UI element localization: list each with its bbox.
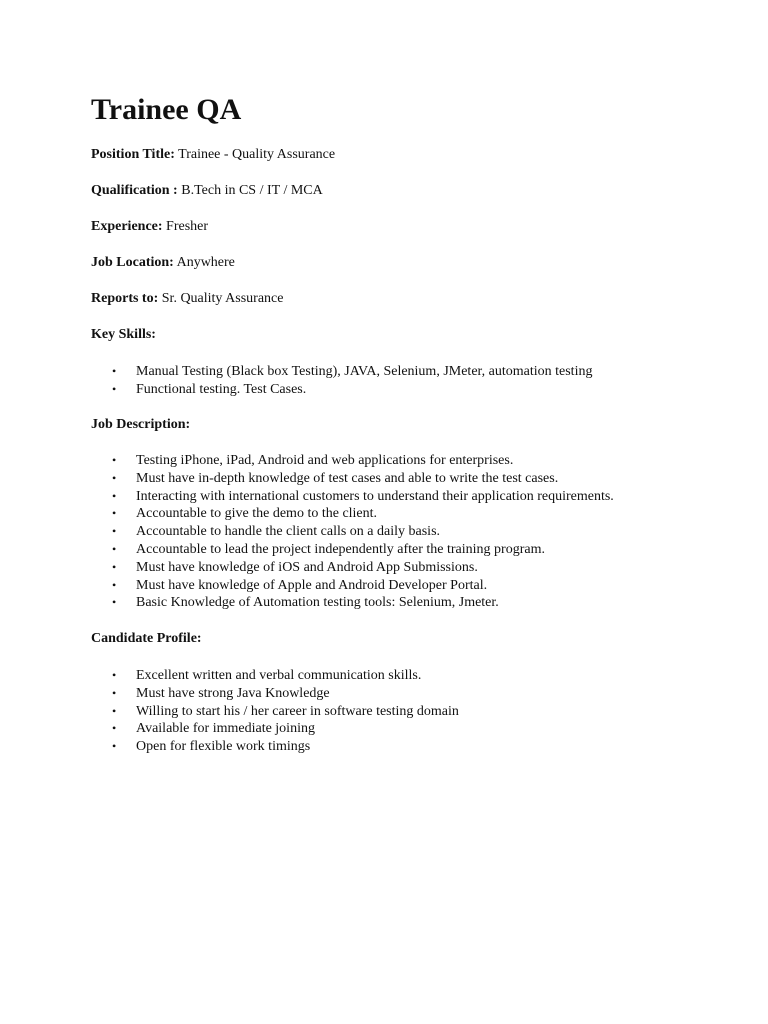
list-item [91, 594, 614, 612]
field-value: Trainee - Quality Assurance [178, 147, 336, 162]
list-item-text: Functional testing. Test Cases. [136, 381, 307, 397]
field-label: Job Location: [91, 255, 174, 270]
list-item [91, 720, 459, 738]
bullet-icon: • [112, 364, 117, 378]
list-item-text: Willing to start his / her career in software testing domain [136, 703, 459, 719]
list-item-text: Must have in-depth knowledge of test cases and able to write the test cases. [136, 470, 559, 486]
list-item-text: Must have knowledge of iOS and Android App Submissions. [136, 559, 478, 575]
bullet-icon: • [112, 721, 117, 736]
field-job-location [91, 254, 235, 272]
list-item-text: Testing iPhone, iPad, Android and web applications for enterprises. [136, 453, 514, 468]
bullet-icon: • [112, 453, 117, 467]
bullet-icon: • [112, 703, 117, 718]
bullet-icon: • [112, 524, 117, 539]
bullet-icon: • [112, 559, 117, 574]
list-item [91, 703, 459, 721]
field-value: Sr. Quality Assurance [161, 291, 284, 306]
list-item-text: Accountable to handle the client calls on a daily basis. [136, 524, 441, 540]
bullet-icon: • [112, 506, 117, 521]
list-item [91, 738, 459, 756]
list-item [91, 505, 614, 523]
list-item [91, 523, 614, 541]
list-item-text: Must have knowledge of Apple and Android Developer Portal. [136, 577, 488, 593]
bullet-icon: • [112, 488, 117, 503]
bullet-icon: • [112, 595, 117, 610]
field-label: Position Title: [91, 147, 175, 162]
page-title: Trainee QA [91, 93, 242, 126]
job-description-list [91, 452, 614, 612]
bullet-icon: • [112, 470, 117, 485]
field-value: B.Tech in CS / IT / MCA [181, 183, 323, 198]
list-item-text: Manual Testing (Black box Testing), JAVA, Selenium, JMeter, automation testing [136, 364, 593, 379]
key-skills-list [91, 363, 592, 399]
key-skills-heading: Key Skills: [91, 327, 156, 342]
field-reports-to [91, 290, 283, 308]
list-item-text: Must have strong Java Knowledge [136, 685, 330, 701]
field-value: Anywhere [176, 255, 235, 270]
bullet-icon: • [112, 541, 117, 556]
bullet-icon: • [112, 685, 117, 700]
bullet-icon: • [112, 577, 117, 592]
list-item-text: Basic Knowledge of Automation testing tools: Selenium, Jmeter. [136, 595, 499, 611]
list-item-text: Excellent written and verbal communication skills. [136, 668, 422, 683]
list-item [91, 470, 614, 488]
field-qualification [91, 182, 323, 200]
bullet-icon: • [112, 739, 117, 754]
list-item [91, 577, 614, 595]
list-item [91, 381, 592, 399]
list-item-text: Available for immediate joining [136, 721, 315, 737]
list-item-text: Open for flexible work timings [136, 739, 311, 755]
field-position-title [91, 146, 335, 164]
list-item [91, 559, 614, 577]
bullet-icon: • [112, 668, 117, 682]
list-item [91, 363, 592, 381]
list-item-text: Interacting with international customers to understand their application requirements. [136, 488, 614, 504]
candidate-profile-heading: Candidate Profile: [91, 631, 202, 646]
candidate-profile-list [91, 667, 459, 756]
list-item [91, 452, 614, 470]
list-item-text: Accountable to give the demo to the client. [136, 506, 378, 522]
field-label: Experience: [91, 219, 163, 234]
list-item [91, 488, 614, 506]
list-item [91, 541, 614, 559]
list-item [91, 667, 459, 685]
job-description-heading: Job Description: [91, 417, 191, 432]
field-label: Qualification : [91, 183, 178, 198]
field-experience [91, 218, 208, 236]
field-value: Fresher [166, 219, 209, 234]
list-item [91, 685, 459, 703]
bullet-icon: • [112, 381, 117, 396]
field-label: Reports to: [91, 291, 159, 306]
list-item-text: Accountable to lead the project independently after the training program. [136, 541, 545, 557]
